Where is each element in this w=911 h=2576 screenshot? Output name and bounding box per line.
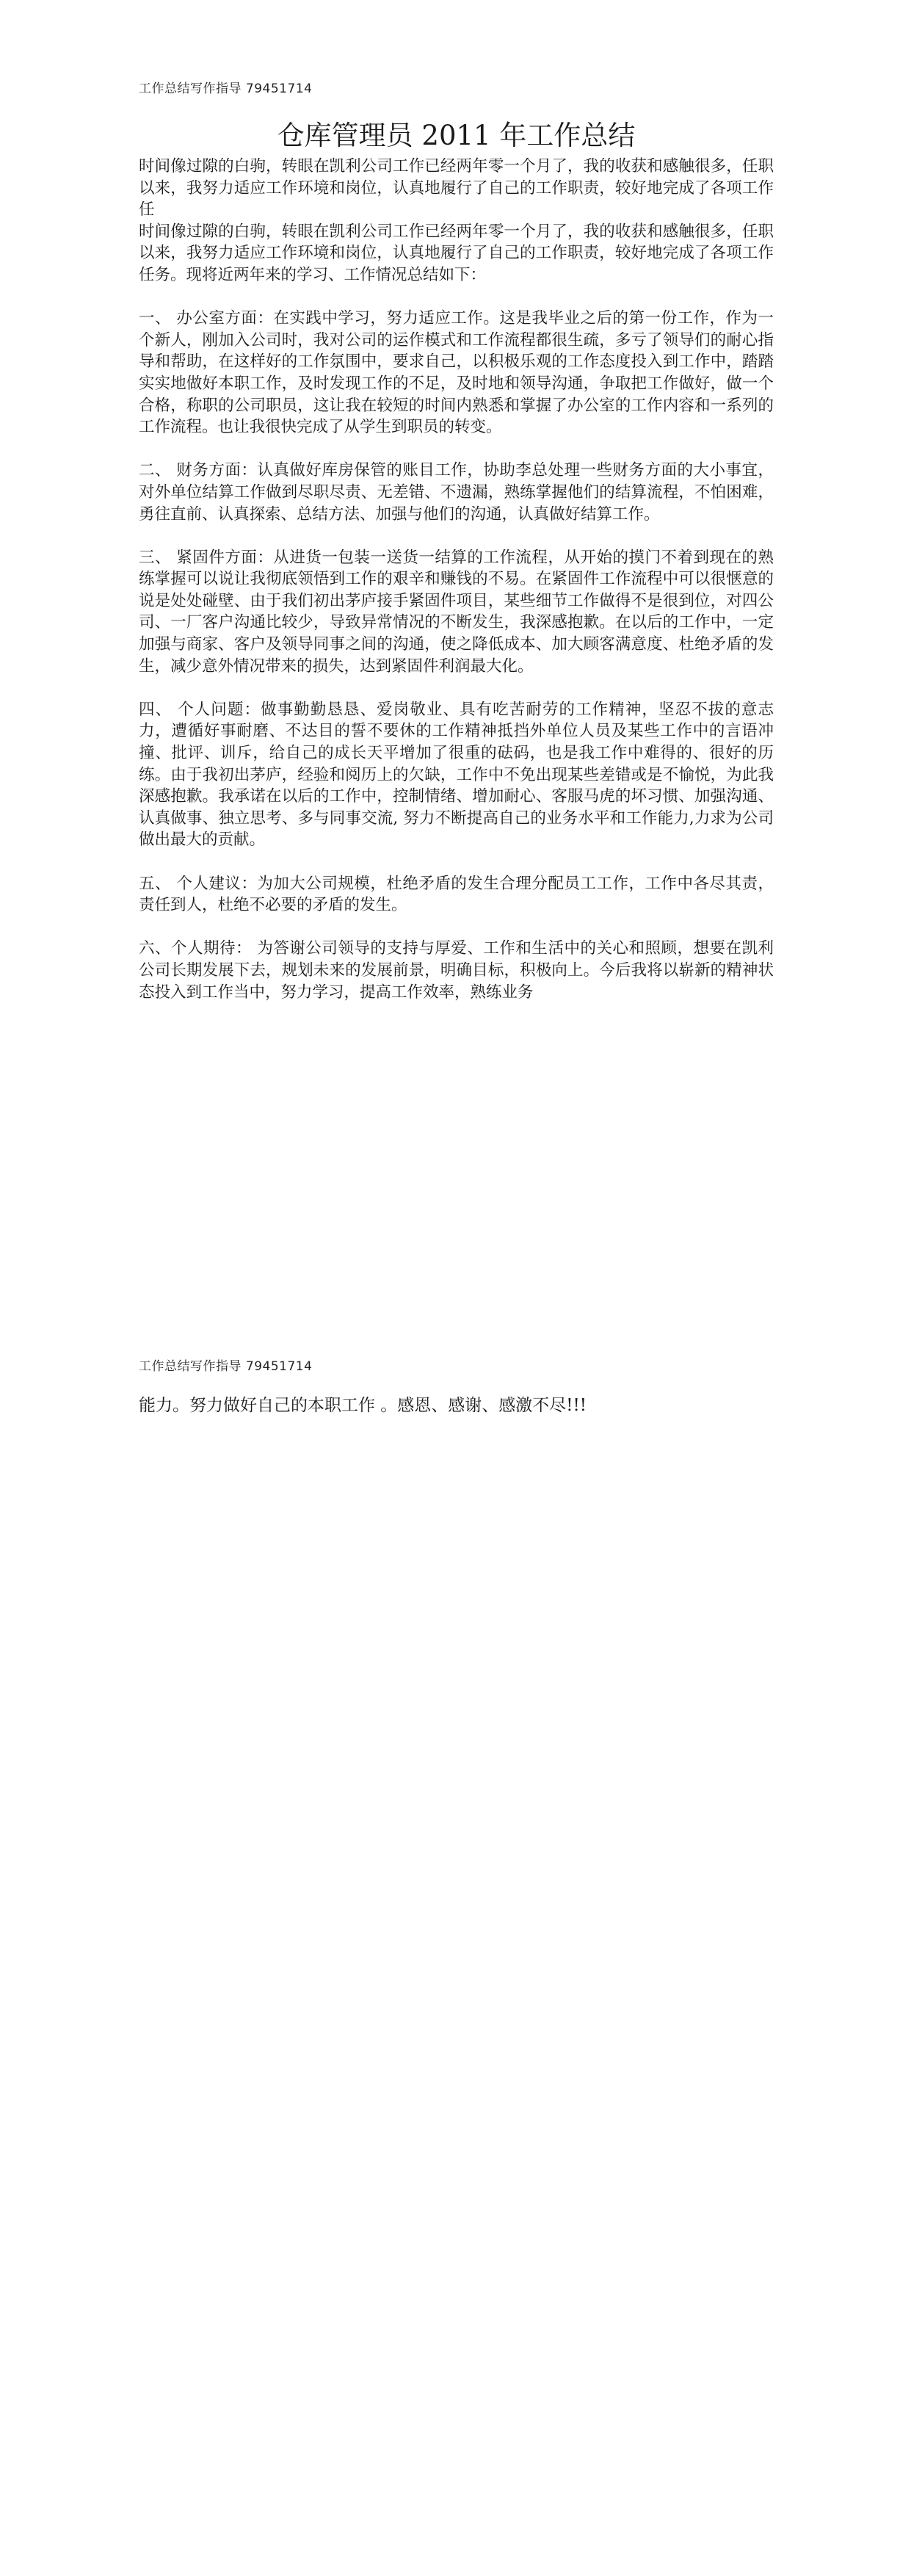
document-body <box>139 156 774 1003</box>
page-header-note-2: 工作总结写作指导 79451714 <box>139 1359 313 1374</box>
section-personal-issues: 四、 个人问题：做事勤勤恳恳、爱岗敬业、具有吃苦耐劳的工作精神，坚忍不拔的意志力，遭循好事耐磨、不达目的誓不要休的工作精神抵挡外单位人员及某些工作中的言语冲撞、批评、训斥，给自己的成长天平增加了很重的砝码，也是我工作中难得的、很好的历练。由于我初出茅庐，经验和阅历上的欠缺，工作中不免出现某些差错或是不愉悦，为此我深感抱歉。我承诺在以后的工作中，控制情绪、增加耐心、客服马虎的坏习惯、加强沟通、认真做事、独立思考、多与同事交流, 努力不断提高自己的业务水平和工作能力,力求为公司做出最大的贡献。 <box>139 700 774 850</box>
section-finance: 二、 财务方面：认真做好库房保管的账目工作，协助李总处理一些财务方面的大小事宜，对外单位结算工作做到尽职尽责、无差错、不遗漏，熟练掌握他们的结算流程，不怕困难，勇往直前、认真探索、总结方法、加强与他们的沟通，认真做好结算工作。 <box>139 461 774 524</box>
section-suggestions: 五、 个人建议：为加大公司规模，杜绝矛盾的发生合理分配员工工作，工作中各尽其责，责任到人，杜绝不必要的矛盾的发生。 <box>139 874 774 915</box>
section-fasteners: 三、 紧固件方面：从进货一包装一送货一结算的工作流程，从开始的摸门不着到现在的熟练掌握可以说让我彻底领悟到工作的艰辛和赚钱的不易。在紧固件工作流程中可以很惬意的说是处处碰壁、由于我们初出茅庐接手紧固件项目，某些细节工作做得不是很到位，对四公司、一厂客户沟通比较少，导致异常情况的不断发生，我深感抱歉。在以后的工作中，一定加强与商家、客户及领导同事之间的沟通，使之降低成本、加大顾客满意度、杜绝矛盾的发生，减少意外情况带来的损失，达到紧固件利润最大化。 <box>139 548 774 676</box>
intro-paragraph: 时间像过隙的白驹，转眼在凯利公司工作已经两年零一个月了，我的收获和感触很多，任职以来，我努力适应工作环境和岗位，认真地履行了自己的工作职责，较好地完成了各项工作任务。现将近两年来的学习、工作情况总结如下： <box>139 222 774 284</box>
section-office: 一、 办公室方面：在实践中学习，努力适应工作。这是我毕业之后的第一份工作，作为一个新人，刚加入公司时，我对公司的运作模式和工作流程都很生疏，多亏了领导们的耐心指导和帮助，在这样好的工作氛围中，要求自己，以积极乐观的工作态度投入到工作中，踏踏实实地做好本职工作，及时发现工作的不足，及时地和领导沟通，争取把工作做好，做一个合格，称职的公司职员，这让我在较短的时间内熟悉和掌握了办公室的工作内容和一系列的工作流程。也让我很快完成了从学生到职员的转变。 <box>139 309 774 437</box>
continuation-text: 能力。努力做好自己的本职工作 。感恩、感谢、感激不尽!!! <box>139 1396 587 1415</box>
document-title: 仓库管理员 2011 年工作总结 <box>277 120 636 151</box>
intro-paragraph-truncated: 时间像过隙的白驹，转眼在凯利公司工作已经两年零一个月了，我的收获和感触很多，任职以来，我努力适应工作环境和岗位，认真地履行了自己的工作职责，较好地完成了各项工作任 <box>139 157 774 220</box>
page-header-note: 工作总结写作指导 79451714 <box>139 82 313 96</box>
section-expectations: 六、个人期待： 为答谢公司领导的支持与厚爱、工作和生活中的关心和照顾，想要在凯利公司长期发展下去，规划未来的发展前景，明确目标，积极向上。今后我将以崭新的精神状态投入到工作当中，努力学习，提高工作效率，熟练业务 <box>139 939 774 1002</box>
